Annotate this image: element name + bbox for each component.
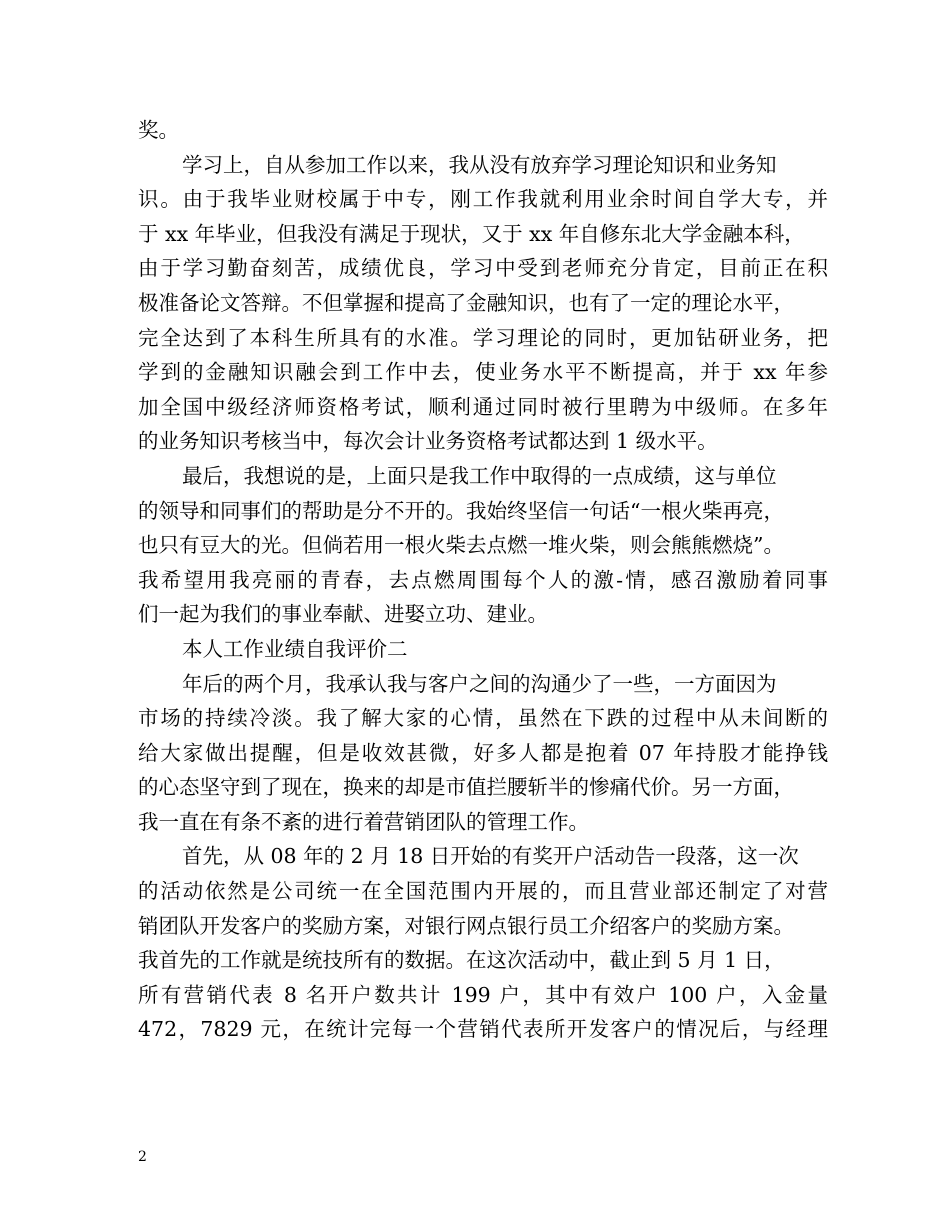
text-line: 472，7829 元，在统计完每一个营销代表所开发客户的情况后，与经理 (138, 1017, 828, 1042)
text-line: 奖。 (138, 118, 179, 142)
section-heading: 本人工作业绩自我评价二 (182, 636, 408, 661)
paragraph-first-line: 学习上，自从参加工作以来，我从没有放弃学习理论知识和业务知 (182, 152, 777, 177)
text-line: 学到的金融知识融会到工作中去，使业务水平不断提高，并于 xx 年参 (138, 360, 828, 385)
text-line: 我首先的工作就是统技所有的数据。在这次活动中，截止到 5 月 1 日， (138, 948, 785, 973)
text-line: 的领导和同事们的帮助是分不开的。我始终坚信一句话“一根火柴再亮， (138, 498, 784, 523)
text-line: 由于学习勤奋刻苦，成绩优良，学习中受到老师充分肯定，目前正在积 (138, 256, 828, 281)
text-line: 也只有豆大的光。但倘若用一根火柴去点燃一堆火柴，则会熊熊燃烧”。 (138, 533, 784, 558)
text-line: 极准备论文答辩。不但掌握和提高了金融知识，也有了一定的理论水平， (138, 290, 794, 315)
text-line: 完全达到了本科生所具有的水准。学习理论的同时，更加钻研业务，把 (138, 325, 828, 350)
page-number: 2 (138, 1149, 147, 1165)
text-line: 加全国中级经济师资格考试，顺利通过同时被行里聘为中级师。在多年 (138, 394, 828, 419)
text-line: 市场的持续冷淡。我了解大家的心情，虽然在下跌的过程中从未间断的 (138, 706, 828, 731)
paragraph-first-line: 年后的两个月，我承认我与客户之间的沟通少了一些，一方面因为 (182, 671, 777, 696)
paragraph-first-line: 首先，从 08 年的 2 月 18 日开始的有奖开户活动告一段落，这一次 (182, 844, 799, 869)
document-body (138, 113, 828, 1047)
text-line: 识。由于我毕业财校属于中专，刚工作我就利用业余时间自学大专，并 (138, 187, 828, 212)
text-line: 的业务知识考核当中，每次会计业务资格考试都达到 1 级水平。 (138, 429, 718, 454)
text-line: 给大家做出提醒，但是收效甚微，好多人都是抱着 07 年持股才能挣钱 (138, 740, 828, 765)
text-line: 所有营销代表 8 名开户数共计 199 户，其中有效户 100 户，入金量 (138, 982, 828, 1007)
text-line: 我希望用我亮丽的青春，去点燃周围每个人的激-情，感召激励着同事 (138, 567, 828, 592)
text-line: 我一直在有条不紊的进行着营销团队的管理工作。 (138, 809, 589, 834)
paragraph-first-line: 最后，我想说的是，上面只是我工作中取得的一点成绩，这与单位 (182, 463, 777, 488)
text-line: 于 xx 年毕业，但我没有满足于现状，又于 xx 年自修东北大学金融本科， (138, 221, 805, 246)
text-line: 的活动依然是公司统一在全国范围内开展的，而且营业部还制定了对营 (138, 879, 828, 904)
text-line: 销团队开发客户的奖励方案，对银行网点银行员工介绍客户的奖励方案。 (138, 913, 794, 938)
text-line: 们一起为我们的事业奉献、进娶立功、建业。 (138, 602, 548, 627)
text-line: 的心态坚守到了现在，换来的却是市值拦腰斩半的惨痛代价。另一方面， (138, 775, 794, 800)
